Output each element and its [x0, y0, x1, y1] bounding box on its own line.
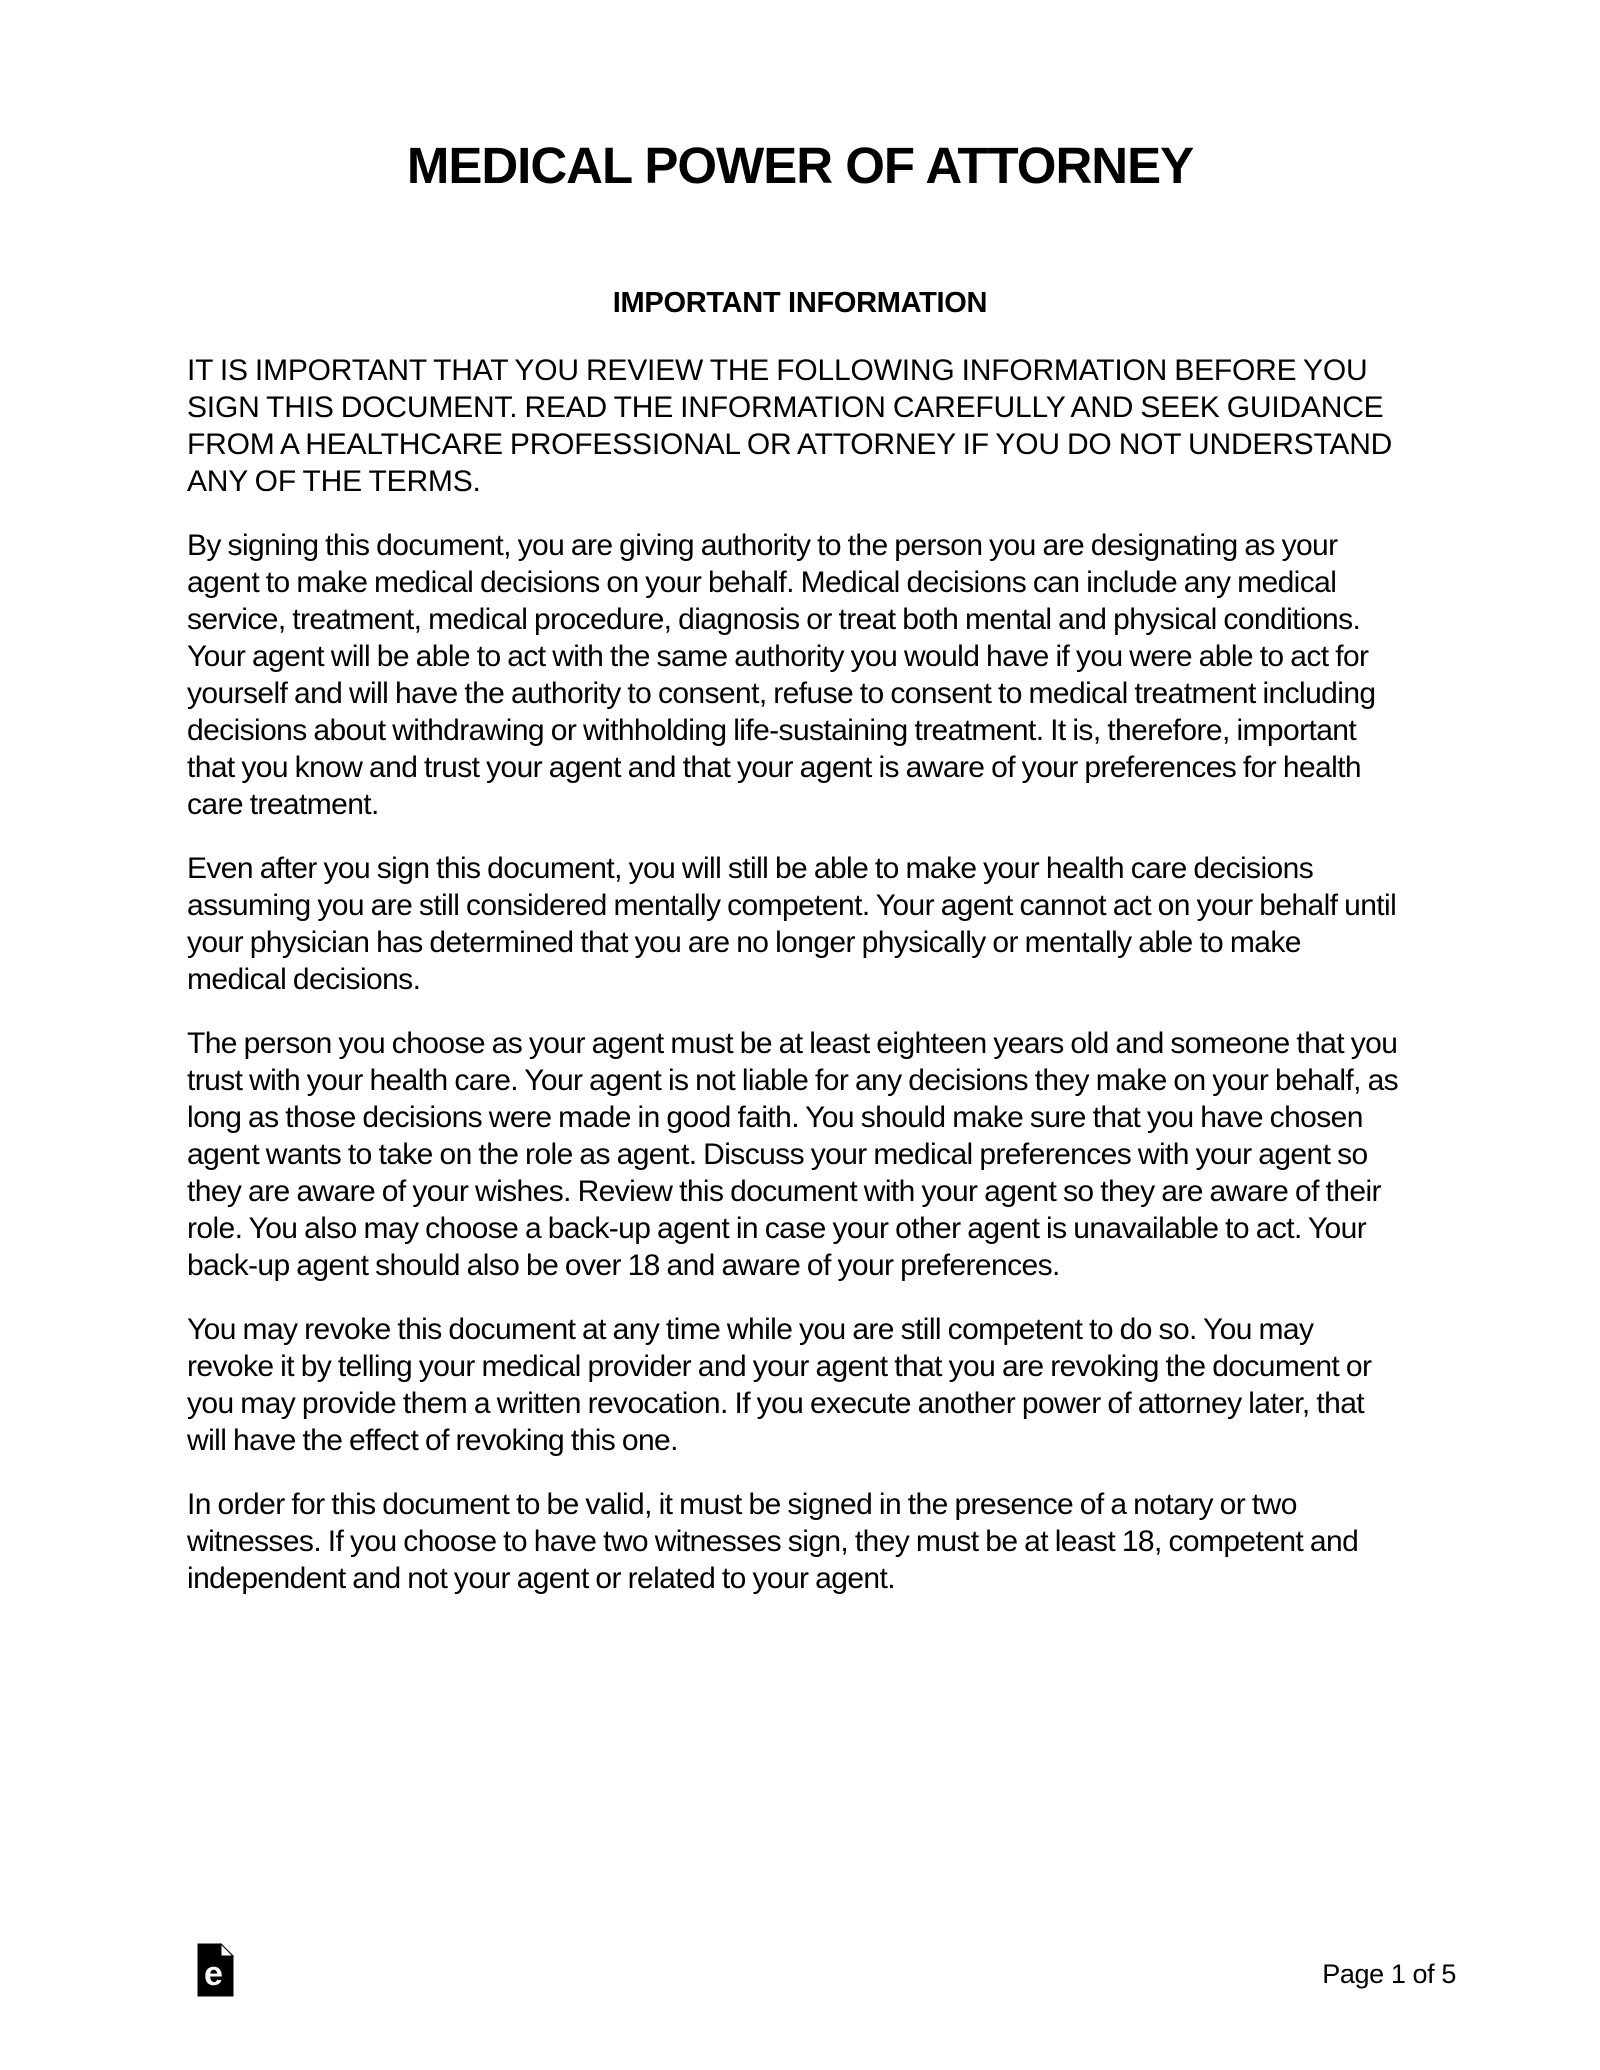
logo-letter: e [204, 1955, 223, 1993]
paragraph-revocation: You may revoke this document at any time while you are still competent to do so. You may revoke it by telling your medical provider and your agent that you are revoking the document or you may provide them a written revocation. If you execute another power of attorney later, that will have the effect of revoking this one. [187, 1313, 1372, 1457]
eforms-logo-icon [197, 1943, 234, 1997]
document-body [187, 352, 1402, 1624]
page-title: MEDICAL POWER OF ATTORNEY [406, 137, 1194, 194]
page-number: Page 1 of 5 [1322, 1959, 1456, 1989]
paragraph-important-notice: IT IS IMPORTANT THAT YOU REVIEW THE FOLLOWING INFORMATION BEFORE YOU SIGN THIS DOCUMENT. READ THE INFORMATION CAREFULLY AND SEEK GUIDANCE FROM A HEALTHCARE PROFESSIONAL OR ATTORNEY IF YOU DO NOT UNDERSTAND ANY OF THE TERMS. [187, 354, 1393, 498]
paragraph-agent-selection: The person you choose as your agent must be at least eighteen years old and someone that you trust with your health care. Your agent is not liable for any decisions they make on your behalf, as long as those decisions were made in good faith. You should make sure that you have chosen agent wants to take on the role as agent. Discuss your medical preferences with your agent so they are aware of your wishes. Review this document with your agent so they are aware of their role. You also may choose a back-up agent in case your other agent is unavailable to act. Your back-up agent should also be over 18 and aware of your preferences. [187, 1027, 1399, 1282]
paragraph-competency: Even after you sign this document, you will still be able to make your health care decisions assuming you are still considered mentally competent. Your agent cannot act on your behalf until your physician has determined that you are no longer physically or mentally able to make medical decisions. [187, 852, 1397, 996]
paragraph-validity: In order for this document to be valid, it must be signed in the presence of a notary or two witnesses. If you choose to have two witnesses sign, they must be at least 18, competent and independent and not your agent or related to your agent. [187, 1488, 1359, 1595]
paragraph-agent-authority: By signing this document, you are giving authority to the person you are designating as your agent to make medical decisions on your behalf. Medical decisions can include any medical service, treatment, medical procedure, diagnosis or treat both mental and physical conditions. Your agent will be able to act with the same authority you would have if you were able to act for yourself and will have the authority to consent, refuse to consent to medical treatment including decisions about withdrawing or withholding life-sustaining treatment. It is, therefore, important that you know and trust your agent and that your agent is aware of your preferences for health care treatment. [187, 529, 1376, 821]
section-heading: IMPORTANT INFORMATION [612, 287, 988, 319]
